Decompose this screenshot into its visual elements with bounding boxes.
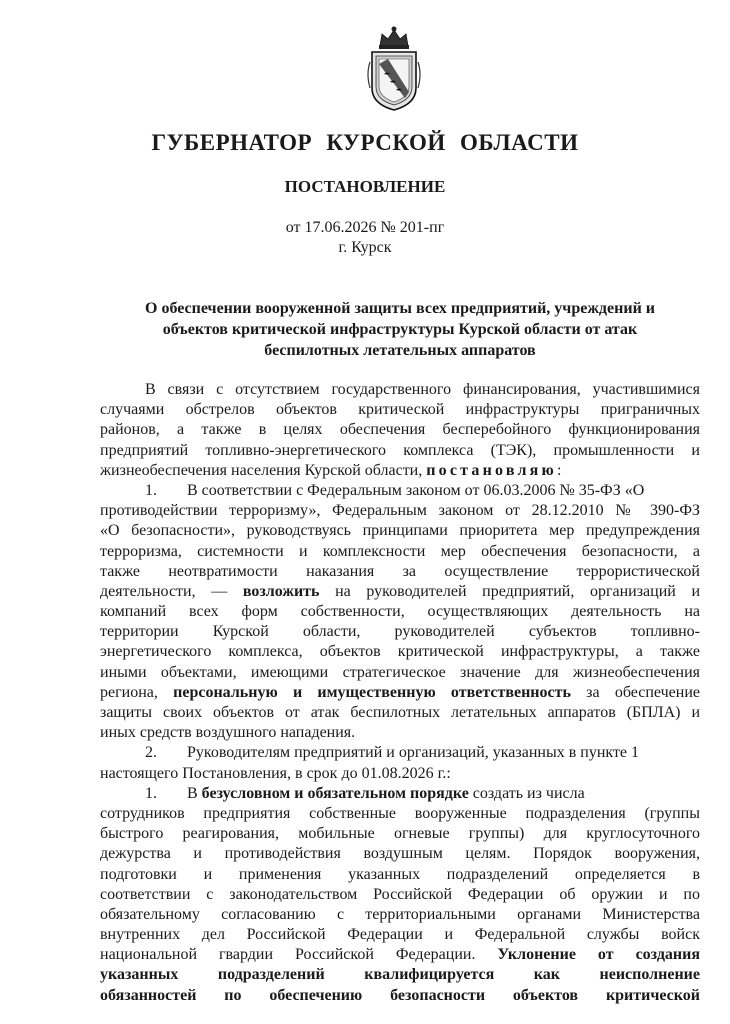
text-line: районов, а также в целях обеспечения бесперебойного функционирования [100, 421, 700, 439]
bold-phrase: персональную и имущественную ответственность [173, 683, 571, 701]
text-line: предприятий топливно-энергетического комплекса (ТЭК), промышленности и [100, 441, 700, 459]
preamble-paragraph [100, 380, 700, 481]
text-run: В соответствии с Федеральным законом от 06.03.2006 № 35-ФЗ «О [187, 481, 645, 499]
title-word-2: КУРСКОЙ [326, 130, 446, 155]
text-line: быстрого реагирования, мобильные огневые группы) для круглосуточного [100, 825, 700, 843]
text-line: «О безопасности», руководствуясь принципами приоритета мер предупреждения [100, 522, 700, 540]
text-line [100, 945, 700, 965]
text-line: терроризма, системности и комплексности мер обеспечения безопасности, а [100, 542, 700, 560]
text-run: на руководителей предприятий, организаций и [319, 582, 700, 600]
text-line: обязанностей по обеспечению безопасности объектов критической [100, 986, 700, 1004]
text-line [100, 461, 700, 481]
text-run: В [187, 784, 202, 802]
subject-line: О обеспечении вооруженной защиты всех предприятий, учреждений и [145, 300, 655, 317]
coat-of-arms-icon [362, 22, 426, 114]
text-line [100, 683, 700, 703]
paragraph-1 [100, 481, 700, 743]
text-line: энергетического комплекса, объектов критической инфраструктуры, а также [100, 643, 700, 661]
bold-phrase: Уклонение от создания [497, 946, 700, 964]
subject-line: объектов критической инфраструктуры Курской области от атак [162, 321, 638, 338]
text-run: за обеспечение [570, 683, 700, 701]
text-line [100, 784, 700, 804]
paragraph-number: 1. [145, 784, 157, 802]
document-date-number: от 17.06.2026 № 201-пг [285, 219, 445, 236]
text-line: также неотвратимости наказания за осуществление террористической [100, 562, 700, 580]
text-line: противодействии терроризму», Федеральным законом от 28.12.2010 № 390-ФЗ [100, 502, 700, 520]
text-run: национальной гвардии Российской Федерации. [100, 946, 498, 964]
text-line: защиты своих объектов от атак беспилотных летательных аппаратов (БПЛА) и [100, 704, 700, 721]
text-run: региона, [100, 683, 174, 701]
title-word-3: ОБЛАСТИ [460, 130, 579, 155]
text-line: дежурства и противодействия воздушным целям. Порядок вооружения, [100, 845, 700, 863]
text-line: внутренних дел Российской Федерации и Федеральной службы войск [100, 926, 700, 944]
text-line: иных средств воздушного нападения. [100, 724, 356, 742]
document-subject [100, 298, 700, 361]
text-line: сотрудников предприятия собственные вооруженные подразделения (группы [100, 804, 700, 822]
text-line: территории Курской области, руководителей субъектов топливно- [100, 623, 700, 641]
text-line [100, 743, 700, 763]
text-line: настоящего Постановления, в срок до 01.08.2026 г.: [100, 764, 451, 782]
subject-line: беспилотных летательных аппаратов [264, 342, 536, 359]
text-line [100, 582, 700, 602]
text-line: обязательному согласованию с территориальными органами Министерства [100, 905, 700, 923]
subparagraph-2-1 [100, 784, 700, 1006]
text-line: соответствии с законодательством Российской Федерации об оружии и по [100, 885, 700, 903]
governor-title [0, 130, 730, 156]
document-body [100, 380, 700, 1006]
document-city: г. Курск [338, 239, 392, 256]
text-line: случаями обстрелов объектов критической инфраструктуры приграничных [100, 401, 700, 419]
text-run: создать из числа [468, 784, 585, 802]
text-line: указанных подразделений квалифицируется как неисполнение [100, 966, 700, 984]
text-line: В связи с отсутствием государственного финансирования, участившимися [145, 381, 700, 398]
text-line: компаний всех форм собственности, осуществляющих деятельность на [100, 603, 700, 621]
paragraph-number: 1. [145, 481, 157, 499]
text-line: иными объектами, имеющими стратегическое значение для жизнеобеспечения [100, 663, 700, 681]
paragraph-number: 2. [145, 744, 157, 762]
text-run: : [556, 461, 562, 479]
title-word-1: ГУБЕРНАТОР [151, 130, 313, 155]
document-type: ПОСТАНОВЛЕНИЕ [284, 177, 446, 196]
paragraph-2 [100, 743, 700, 783]
text-run: Руководителям предприятий и организаций, указанных в пункте 1 [187, 744, 640, 762]
bold-phrase: возложить [242, 582, 320, 600]
text-run: жизнеобеспечения населения Курской области, [100, 461, 427, 479]
decree-word: постановляю [426, 461, 557, 479]
bold-phrase: безусловном и обязательном порядке [201, 784, 469, 802]
text-line: подготовки и применения указанных подразделений определяется в [100, 865, 700, 883]
text-run: деятельности, — [100, 582, 243, 600]
text-line [100, 481, 700, 501]
